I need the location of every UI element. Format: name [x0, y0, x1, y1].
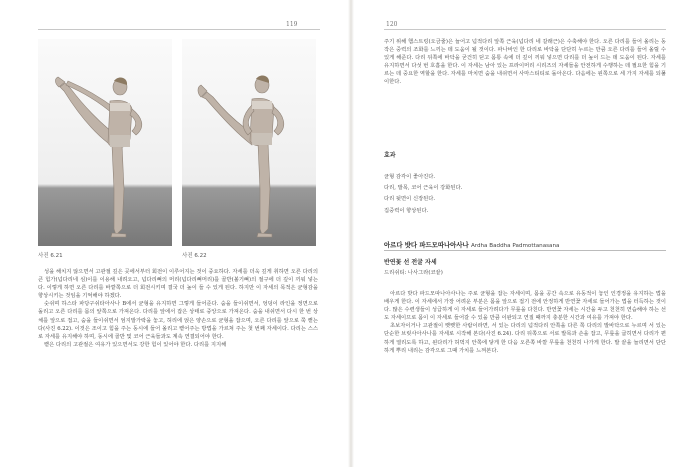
left-page-body — [38, 268, 318, 349]
right-page-intro — [384, 38, 666, 87]
effect-item: 다리, 발목, 코어 근육이 강화된다. — [384, 185, 463, 192]
yoga-photo-2 — [182, 39, 316, 246]
right-page-body — [384, 290, 666, 355]
right-page-number: 120 — [386, 21, 398, 28]
pose-title — [384, 240, 559, 249]
effects-list — [384, 172, 462, 217]
yoga-photo-1 — [38, 39, 172, 246]
left-header-rule — [38, 29, 320, 30]
yoga-figure-forward-leg — [182, 39, 316, 246]
left-paragraph-3: 뻗은 다리의 고관절은 여유가 있으면서도 강한 힘이 있어야 한다. 다리를 지지해 — [44, 341, 227, 348]
photo-2-caption: 사진 6.22 — [182, 253, 207, 259]
effect-item: 균형 감각이 좋아진다. — [384, 174, 436, 180]
yoga-figure-side-leg — [38, 39, 172, 246]
pose-title-korean: 아르다 밧다 파드모따나아사나 — [384, 241, 469, 249]
left-paragraph-2: 숫쉬며 하스타 파당구쉬타아사나 B에서 균형을 유지하면 그렇게 들어준다. 숨을 들이쉬면서, 엉덩이 라인을 정면으로 돌리고 오른 다리를 몸의 앞쪽으로 가져온다. 다리를 앞에서 잡은 상태로 중앙으로 가져온다. 숨을 내쉬면서 다시 한 번 상체를 앞으로 접고, 숨을 들이쉬면서 엄지발가락을 놓고, 허리에 얹은 양손으로 균형을 잡으며, 오른 다리를 앞으로 쭉 뻗는다(사진 6.22). 이것은 조이고 힘을 주는 동시에 들어 올리고 뻗어주는 방법을 가르쳐 주는 첫 번째 자세이다. 다리는 스스로 자세를 유지해야 하며, 동시에 골반 및 코어 근육들과도 계속 연결되어야 한다. — [38, 301, 318, 340]
effects-heading: 효과 — [384, 152, 396, 159]
photo-1-caption: 사진 6.21 — [38, 253, 63, 259]
pose-title-sanskrit: Ardha Baddha Padmottanasana — [470, 243, 560, 249]
right-header-rule — [384, 29, 666, 30]
left-page-number: 119 — [286, 21, 298, 28]
effect-item: 다리 뒷면이 신장된다. — [384, 196, 436, 203]
effect-item: 집중력이 향상된다. — [384, 207, 429, 214]
left-paragraph-1: 성을 해치지 않으면서 고관절 깊은 곳에서부터 회전이 이루어지는 것이 중요하다. 자세를 더욱 깊게 취하면 오른 다리의 큰 힘가(넙다리네 심)이를 이용해 내려오고, 넙다리뼈의 머리(넙다리뼈머리)를 골반(볼기뼈)의 절구에 더 깊이 끼워 넣는다. 이렇게 하면 오른 다리를 바깥쪽으로 더 회전시키며 결국 더 높이 들 수 있게 된다. 하지만 이 자세의 목적은 균형감을 향상시키는 것임을 기억해야 하겠다. — [38, 269, 318, 300]
pose-drishti: 드리쉬티: 나사그라(코끝) — [384, 270, 443, 276]
right-body-paragraph-1: 아르다 밧다 파드모따나아사나는 주로 균형을 잡는 자세이며, 몸을 공간 속으로 유동적이 놓인 인경정을 유지하는 법을 배우게 한다. 이 자세에서 가장 어려운 부분은 몸을 앞으로 접기 전에 안정하게 반연꽃 자세로 들어가는 법을 터득하는 것이다. 많은 수련생들이 성급하게 이 자세로 들어가려다가 무릎을 다친다. 반연꽃 자세는 시간을 두고 천천히 연습해야 하는 선도 자세이므로 몸이 이 자세로 들어갈 수 있을 만큼 이완되고 연질 때까지 충분한 시간과 여유를 가져야 한다. — [384, 291, 666, 322]
pose-title-rule — [384, 250, 666, 251]
right-body-paragraph-2: 초보자이거나 고관절이 뻣뻣한 사람이라면, 서 있는 다리의 넙적다리 안쪽을 다른 쪽 다리의 발바닥으로 누르며 서 있는 단순한 브릿사아사나를 자세로 시작해 본다(사진 6.24). 다리 뒤쪽으로 서로 발목과 손을 잡고, 무릎을 굽히면서 다리가 편하게 열리도록 하고, 왼다리가 허벅지 안쪽에 닿게 한 다음 오른쪽 바깥 무릎을 천천히 나가게 한다. 발 끝을 늘리면서 단단하게 뿌리 내리는 감각으로 그때 가치를 느껴본다. — [384, 323, 666, 354]
pose-subtitle: 반연꽃 선 전굴 자세 — [384, 259, 437, 266]
book-gutter — [348, 0, 354, 467]
right-intro-paragraph: 주기 위해 햄스트링(오금줄)은 늘어고 넙적다리 앞쪽 근육(넙다리 네 갈래근)은 수축해야 한다. 오른 다리를 들어 올리는 동작은 중력의 조화를 느끼는 데 도움이 될 것이다. 파나바인 한 다리로 바닥을 단단히 누르는 만큼 오른 다리를 들어 올릴 수 있게 해준다. 다리 뒤쪽에 바닥을 굳건히 딛고 몸통 속에 더 깊이 끼워 넣으면 다리를 더 높이 드는 데 도움이 된다. 자세를 유지하면서 다섯 번 호흡을 한다. 이 자세는 남아 있는 프라이머리 시리즈의 자세들을 안전하게 수행하는 데 필요한 힘을 기르는 데 중요한 역할을 한다. 자세를 마치면 숨을 내쉬면서 사마스티티로 돌아온다. 다음에는 왼쪽으로 세 가지 자세를 되풀이한다. — [384, 39, 666, 86]
